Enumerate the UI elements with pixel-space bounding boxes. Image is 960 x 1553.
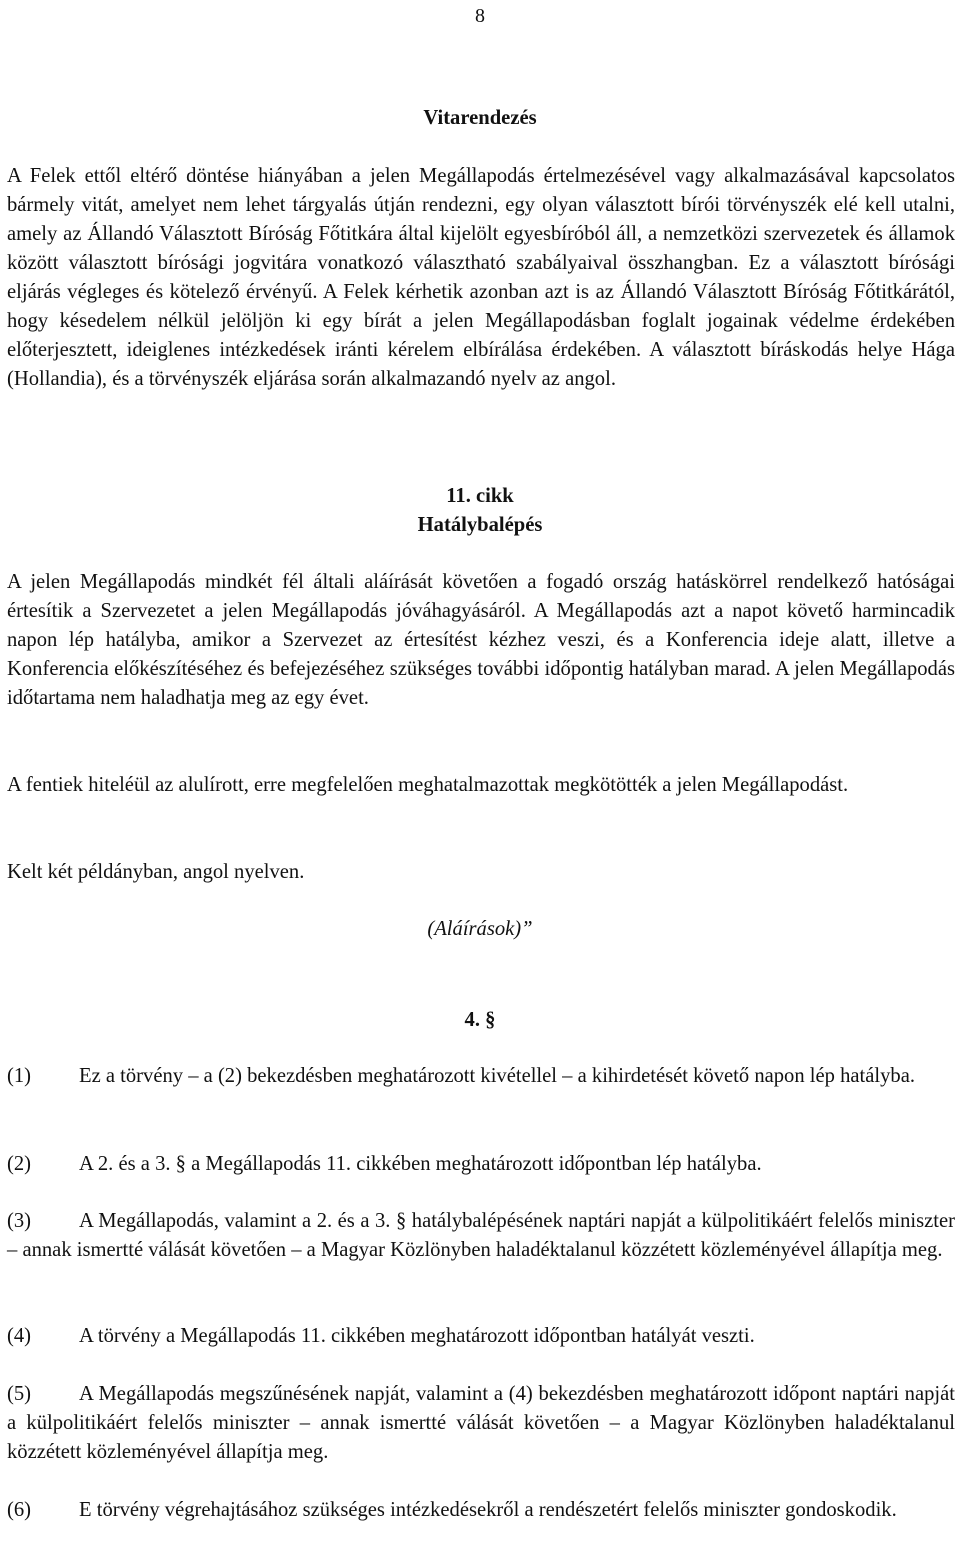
list-item [7,1150,955,1179]
article-title: Hatálybalépés [417,514,543,536]
item-number: (2) [7,1153,32,1175]
item-text: E törvény végrehajtásához szükséges intézkedésekről a rendészetért felelős miniszter gondoskodik. [79,1499,897,1521]
item-number: (3) [7,1210,32,1232]
item-text: A 2. és a 3. § a Megállapodás 11. cikkében meghatározott időpontban lép hatályba. [79,1153,762,1175]
section-4-title: 4. § [464,1009,496,1031]
item-number: (4) [7,1325,32,1347]
entry-into-force-paragraph: A jelen Megállapodás mindkét fél általi aláírását követően a fogadó ország hatáskörrel rendelkező hatóságai értesítik a Szervezetet a jelen Megállapodás jóváhagyásáról. A Megállapodás azt a napot követő harmincadik napon lép hatályba, amikor a Szervezet az értesítést kézhez veszi, és a Konferencia ideje alatt, illetve a Konferencia előkészítéséhez és befejezéséhez szükséges további időpontig hatályban marad. A jelen Megállapodás időtartama nem haladhatja meg az egy évet. [7,571,955,709]
item-number: (6) [7,1499,32,1521]
section-title-vitarendezes: Vitarendezés [423,107,537,129]
item-text: Ez a törvény – a (2) bekezdésben meghatározott kivétellel – a kihirdetését követő napon lép hatályba. [79,1065,916,1087]
list-item [7,1380,955,1467]
dispute-paragraph: A Felek ettől eltérő döntése hiányában a jelen Megállapodás értelmezésével vagy alkalmazásával kapcsolatos bármely vitát, amelyet nem lehet tárgyalás útján rendezni, egy olyan választott bírói törvényszék elé kell utalni, amely az Állandó Választott Bíróság Főtitkára által kijelölt egyesbíróból áll, a nemzetközi szervezetek és államok között választott bírósági jogvitára vonatkozó választható szabályaival összhangban. Ez a választott bírósági eljárás végleges és kötelező érvényű. A Felek kérhetik azonban azt is az Állandó Választott Bíróság Főtitkárától, hogy késedelem nélkül jelöljön ki egy bírát a jelen Megállapodásban foglalt jogainak védelme érdekében előterjesztett, ideiglenes intézkedések iránti kérelem elbírálása érdekében. A választott bíráskodás helye Hága (Hollandia), és a törvényszék eljárása során alkalmazandó nyelv az angol. [7,165,955,390]
item-number: (1) [7,1065,32,1087]
item-text: A törvény a Megállapodás 11. cikkében meghatározott időpontban hatályát veszti. [79,1325,755,1347]
page-number: 8 [475,5,485,27]
item-text: A Megállapodás, valamint a 2. és a 3. § hatálybalépésének naptári napját a külpolitikáért felelős miniszter – annak ismertté válását követően – a Magyar Közlönyben haladéktalanul közzétett közleményével állapítja meg. [7,1210,955,1261]
list-item [7,1322,955,1351]
witness-paragraph: A fentiek hiteléül az alulírott, erre megfelelően meghatalmazottak megkötötték a jelen Megállapodást. [7,774,849,796]
signatures-placeholder: (Aláírások)” [427,918,533,940]
article-number: 11. cikk [446,485,514,507]
item-text: A Megállapodás megszűnésének napját, valamint a (4) bekezdésben meghatározott időpont naptári napját a külpolitikáért felelős miniszter – annak ismertté válását követően – a Magyar Közlönyben haladéktalanul közzétett közleményével állapítja meg. [7,1383,955,1463]
list-item [7,1062,955,1091]
list-item [7,1207,955,1265]
list-item [7,1496,955,1525]
done-at-line: Kelt két példányban, angol nyelven. [7,861,305,883]
item-number: (5) [7,1383,32,1405]
